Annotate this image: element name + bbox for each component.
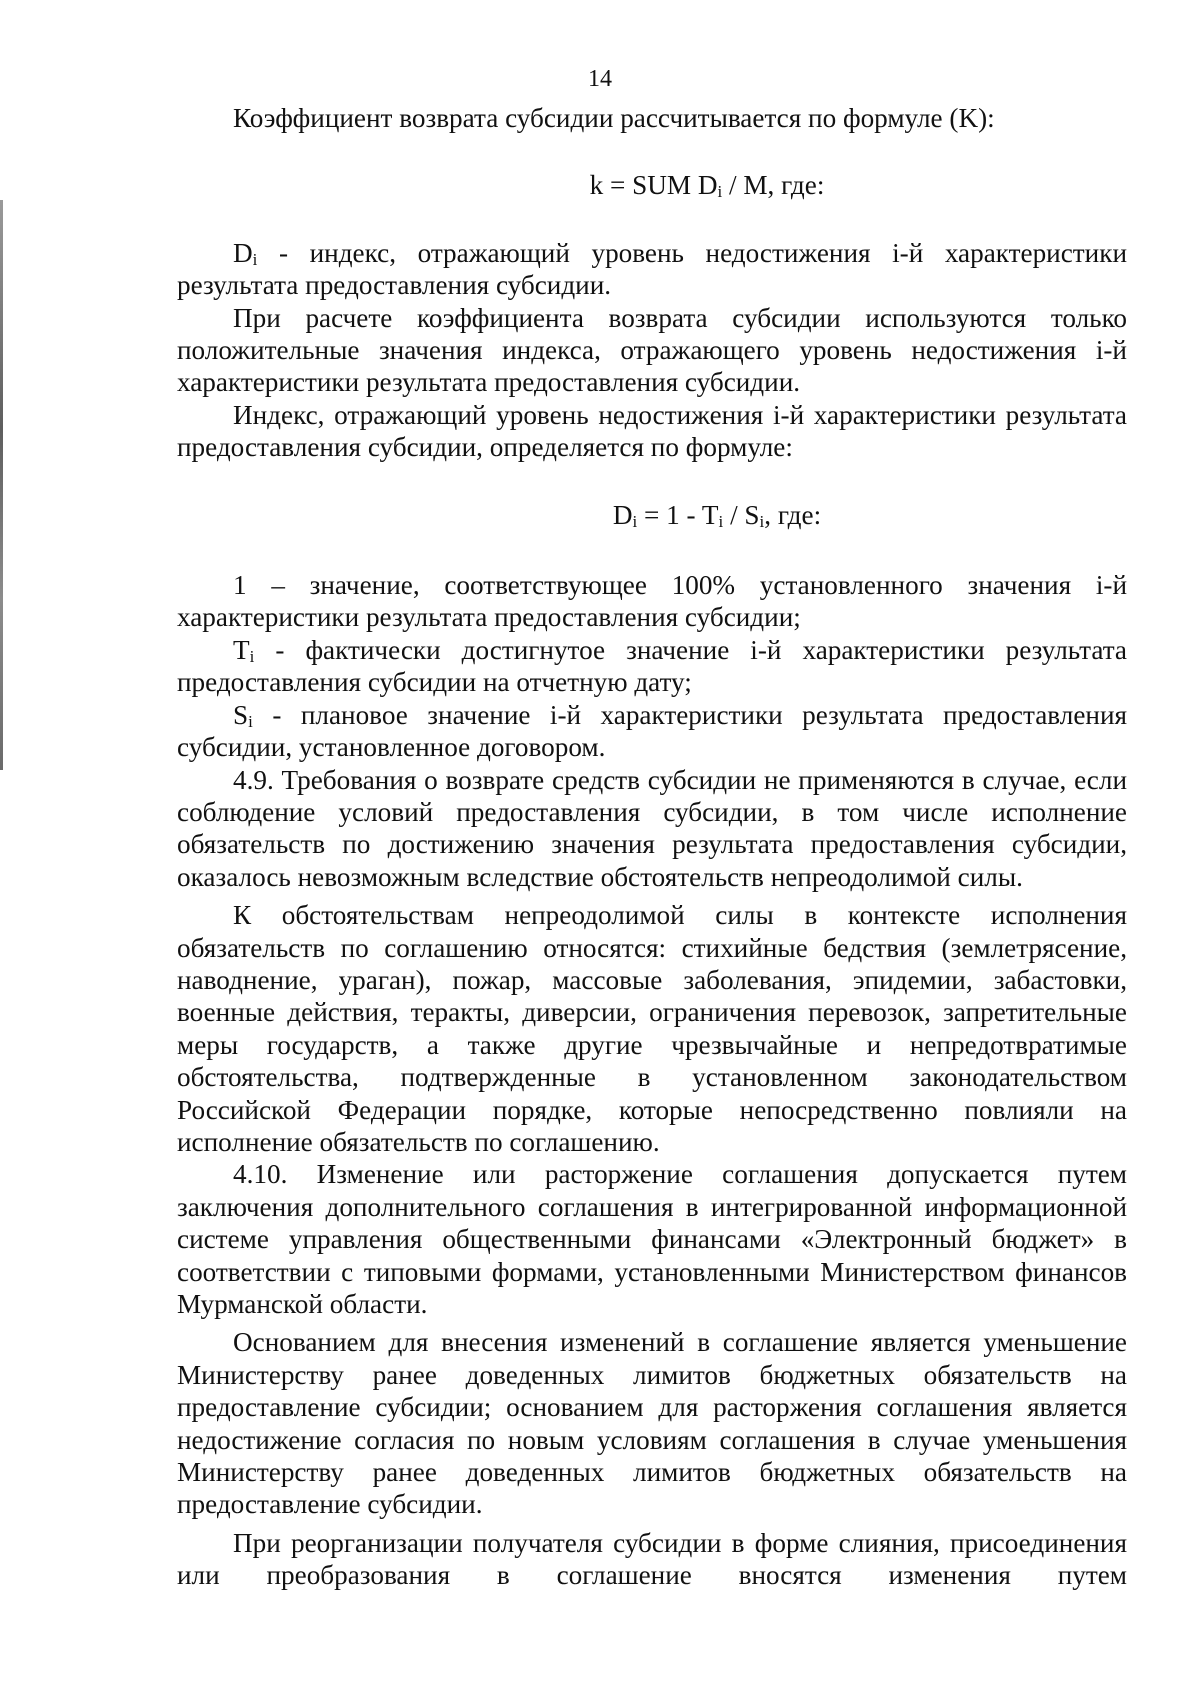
definition-s <box>177 699 1127 764</box>
formula-d-slash: / S <box>723 499 760 530</box>
paragraph-4-9: 4.9. Требования о возврате средств субсидии не применяются в случае, если соблюдение условий предоставления субсидии, в том числе исполнение обязательств по достижению значения результата предоставления субсидии, оказалось невозможным вследствие обстоятельств непреодолимой силы. <box>177 764 1127 892</box>
formula-d <box>177 499 1127 531</box>
formula-d-symbol: D <box>612 499 633 530</box>
definition-t <box>177 634 1127 699</box>
document-body <box>177 102 1127 1592</box>
definition-d-symbol: D <box>233 237 253 268</box>
definition-s-text: - плановое значение i-й характеристики результата предоставления субсидии, установленное договором. <box>177 699 1127 763</box>
paragraph-positive-values: При расчете коэффициента возврата субсидии используются только положительные значения индекса, отражающего уровень недостижения i-й характеристики результата предоставления субсидии. <box>177 302 1127 398</box>
definition-d <box>177 237 1127 302</box>
definition-s-symbol: S <box>233 699 249 730</box>
paragraph-reorganization: При реорганизации получателя субсидии в форме слияния, присоединения или преобразования в соглашение вносятся изменения путем <box>177 1527 1127 1591</box>
definition-one: 1 – значение, соответствующее 100% установленного значения i-й характеристики результата предоставления субсидии; <box>177 570 1127 633</box>
formula-k-rhs: / M, где: <box>722 170 825 201</box>
formula-t-subscript: i <box>718 511 724 531</box>
scan-edge-shadow <box>0 200 3 770</box>
formula-k-subscript: i <box>717 182 723 202</box>
paragraph-4-10: 4.10. Изменение или расторжение соглашения допускается путем заключения дополнительного соглашения в интегрированной информационной системе управления общественными финансами «Электронный бюджет» в соответствии с типовыми формами, установленными Министерством финансов Мурманской области. <box>177 1159 1127 1319</box>
formula-s-subscript: i <box>759 511 765 531</box>
paragraph-index-formula: Индекс, отражающий уровень недостижения i-й характеристики результата предоставления субсидии, определяется по формуле: <box>177 399 1127 463</box>
definition-d-subscript: i <box>252 249 258 269</box>
definition-d-text: - индекс, отражающий уровень недостижения i-й характеристики результата предоставления субсидии. <box>177 237 1127 301</box>
paragraph-force-majeure: К обстоятельствам непреодолимой силы в контексте исполнения обязательств по соглашению относятся: стихийные бедствия (землетрясение, наводнение, ураган), пожар, массовые заболевания, эпидемии, забастовки, военные действия, теракты, диверсии, ограничения перевозок, запретительные меры государств, а также другие чрезвычайные и непредотвратимые обстоятельства, подтвержденные в установленном законодательством Российской Федерации порядке, которые непосредственно повлияли на исполнение обязательств по соглашению. <box>177 900 1127 1157</box>
definition-s-subscript: i <box>248 711 253 731</box>
formula-d-tail: , где: <box>764 499 822 530</box>
intro-paragraph: Коэффициент возврата субсидии рассчитывается по формуле (K): <box>233 103 995 133</box>
paragraph-grounds: Основанием для внесения изменений в соглашение является уменьшение Министерству ранее доведенных лимитов бюджетных обязательств на предоставление субсидии; основанием для расторжения соглашения является недостижение согласия по новым условиям соглашения в случае уменьшения Министерству ранее доведенных лимитов бюджетных обязательств на предоставление субсидии. <box>177 1327 1127 1520</box>
definition-t-symbol: T <box>233 634 250 665</box>
page-number: 14 <box>588 66 612 92</box>
definition-t-text: - фактически достигнутое значение i-й характеристики результата предоставления субсидии на отчетную дату; <box>177 634 1127 698</box>
formula-k <box>177 169 1127 201</box>
formula-d-subscript: i <box>632 511 638 531</box>
formula-d-middle: = 1 - T <box>637 499 719 530</box>
definition-t-subscript: i <box>249 646 255 666</box>
formula-k-lhs: k = SUM D <box>589 170 718 201</box>
